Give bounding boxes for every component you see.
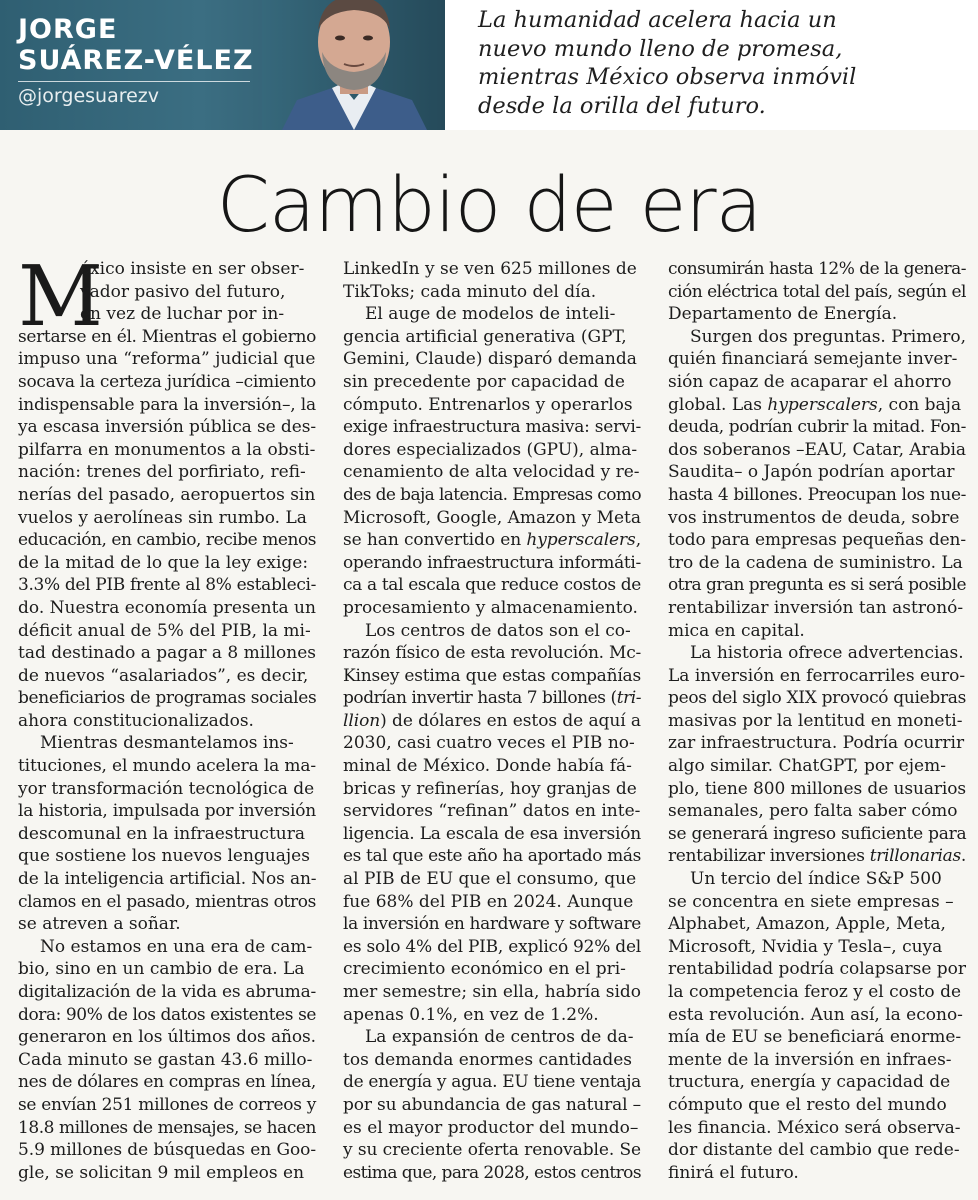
- text-line: masivas por la lentitud en moneti-: [668, 710, 963, 731]
- author-last-name: SUÁREZ-VÉLEZ: [18, 45, 254, 76]
- text-line: LinkedIn y se ven 625 millones de: [343, 259, 637, 279]
- text-line: educación, en cambio, recibe menos: [18, 530, 316, 551]
- text-line: sión capaz de acaparar el ahorro: [668, 371, 952, 392]
- text-line: TikToks; cada minuto del día.: [343, 281, 597, 302]
- author-first-name: JORGE: [18, 14, 118, 45]
- text-line: rentabilidad podría colapsarse por: [668, 959, 966, 980]
- pull-quote: [478, 6, 958, 120]
- text-line: operando infraestructura informáti-: [343, 552, 641, 573]
- text-line: No estamos en una era de cam-: [40, 936, 313, 957]
- text-line: y su creciente oferta renovable. Se: [343, 1140, 641, 1161]
- text-line: tro de la cadena de suministro. La: [668, 552, 963, 573]
- text-line: 18.8 millones de mensajes, se hacen: [18, 1117, 316, 1138]
- text-line: cómputo. Entrenarlos y operarlos: [343, 394, 633, 415]
- text-line: 3.3% del PIB frente al 8% estableci-: [18, 575, 316, 596]
- text-line: clamos en el pasado, mientras otros: [18, 891, 316, 912]
- text-line: Un tercio del índice S&P 500: [690, 869, 942, 890]
- text-line: fue 68% del PIB en 2024. Aunque: [343, 891, 634, 912]
- text-line: zar infraestructura. Podría ocurrir: [668, 733, 965, 754]
- text-line: de nuevos “asalariados”, es decir,: [18, 665, 309, 686]
- author-handle: @jorgesuarezv: [18, 85, 160, 107]
- text-line: tituciones, el mundo acelera la ma-: [18, 756, 317, 777]
- text-line: se han convertido en hyperscalers,: [343, 530, 642, 551]
- text-line: llion) de dólares en estos de aquí a: [343, 710, 641, 731]
- text-line: peos del siglo XIX provocó quiebras: [668, 688, 966, 709]
- text-line: rentabilizar inversiones trillonarias.: [668, 846, 966, 867]
- text-line: global. Las hyperscalers, con baja: [668, 394, 962, 415]
- text-line: de la inteligencia artificial. Nos an-: [18, 869, 317, 890]
- text-line: ligencia. La escala de esa inversión: [343, 823, 641, 844]
- italic-term: hyperscalers: [526, 530, 636, 551]
- text-line: Los centros de datos son el co-: [365, 620, 631, 641]
- text-line: en vez de luchar por in-: [80, 304, 285, 325]
- text-line: éxico insiste en ser obser-: [80, 259, 305, 279]
- text-line: do. Nuestra economía presenta un: [18, 597, 316, 618]
- text-line: socava la certeza jurídica –cimiento: [18, 371, 316, 392]
- article-column-2: [343, 258, 641, 1184]
- text-line: les financia. México será observa-: [668, 1117, 961, 1138]
- text-line: razón físico de esta revolución. Mc-: [343, 643, 641, 664]
- text-line: crecimiento económico en el pri-: [343, 959, 626, 980]
- text-line: ción eléctrica total del país, según el: [668, 281, 966, 302]
- quote-line: mientras México observa inmóvil: [478, 64, 857, 90]
- text-line: apenas 0.1%, en vez de 1.2%.: [343, 1004, 599, 1025]
- text-line: mía de EU se beneficiará enorme-: [668, 1027, 962, 1048]
- text-line: tos demanda enormes cantidades: [343, 1049, 632, 1070]
- text-line: de energía y agua. EU tiene ventaja: [343, 1072, 642, 1093]
- text-line: descomunal en la infraestructura: [18, 823, 305, 844]
- text-line: Alphabet, Amazon, Apple, Meta,: [668, 914, 946, 935]
- text-line: dores especializados (GPU), alma-: [343, 439, 638, 460]
- text-line: se concentra en siete empresas –: [668, 891, 954, 912]
- text-line: generaron en los últimos dos años.: [18, 1027, 316, 1048]
- text-line: yor transformación tecnológica de: [18, 778, 315, 799]
- text-line: consumirán hasta 12% de la genera-: [668, 259, 966, 279]
- text-line: impuso una “reforma” judicial que: [18, 349, 316, 370]
- text-line: vos instrumentos de deuda, sobre: [668, 507, 960, 528]
- text-line: ya escasa inversión pública se des-: [18, 417, 316, 438]
- text-line: al PIB de EU que el consumo, que: [343, 869, 637, 890]
- text-line: vuelos y aerolíneas sin rumbo. La: [18, 507, 307, 528]
- text-line: semanales, pero falta saber cómo: [668, 801, 958, 822]
- text-line: Microsoft, Google, Amazon y Meta: [343, 507, 641, 528]
- text-line: bricas y refinerías, hoy granjas de: [343, 778, 637, 799]
- quote-line: La humanidad acelera hacia un: [478, 7, 837, 33]
- article-column-3: [668, 258, 966, 1184]
- text-line: rentabilizar inversión tan astronó-: [668, 597, 964, 618]
- author-name: [18, 14, 254, 76]
- text-line: servidores “refinan” datos en inte-: [343, 801, 641, 822]
- text-line: 5.9 millones de búsquedas en Goo-: [18, 1140, 316, 1161]
- text-line: se generará ingreso suficiente para: [668, 823, 967, 844]
- text-line: La expansión de centros de da-: [365, 1027, 634, 1048]
- text-line: es solo 4% del PIB, explicó 92% del: [343, 936, 641, 957]
- author-portrait-image: [262, 0, 445, 130]
- text-line: ahora constitucionalizados.: [18, 710, 254, 731]
- text-line: procesamiento y almacenamiento.: [343, 597, 638, 618]
- text-line: quién financiará semejante inver-: [668, 349, 958, 370]
- italic-term: tri-: [616, 688, 642, 709]
- text-line: se envían 251 millones de correos y: [18, 1094, 316, 1115]
- text-line: Cada minuto se gastan 43.6 millo-: [18, 1049, 313, 1070]
- text-line: beneficiarios de programas sociales: [18, 688, 317, 709]
- text-line: tad destinado a pagar a 8 millones: [18, 643, 316, 664]
- author-banner: [0, 0, 445, 130]
- text-line: algo similar. ChatGPT, por ejem-: [668, 756, 946, 777]
- text-line: todo para empresas pequeñas den-: [668, 530, 966, 551]
- text-line: la inversión en hardware y software: [343, 914, 641, 935]
- text-line: dos soberanos –EAU, Catar, Arabia: [668, 439, 966, 460]
- text-line: Mientras desmantelamos ins-: [40, 733, 294, 754]
- text-line: des de baja latencia. Empresas como: [343, 484, 641, 505]
- text-line: otra gran pregunta es si será posible: [668, 575, 966, 596]
- text-line: mente de la inversión en infraes-: [668, 1049, 952, 1070]
- text-line: es tal que este año ha aportado más: [343, 846, 641, 867]
- italic-term: trillonarias: [869, 846, 961, 867]
- text-line: de la mitad de lo que la ley exige:: [18, 552, 309, 573]
- text-line: Surgen dos preguntas. Primero,: [690, 326, 966, 347]
- text-line: la competencia feroz y el costo de: [668, 982, 962, 1002]
- author-divider: [18, 81, 250, 82]
- drop-cap: M: [18, 248, 103, 345]
- column-header: [0, 0, 978, 130]
- text-line: pilfarra en monumentos a la obsti-: [18, 439, 316, 460]
- text-line: cenamiento de alta velocidad y re-: [343, 462, 640, 483]
- text-line: esta revolución. Aun así, la econo-: [668, 1004, 963, 1025]
- text-line: dor distante del cambio que rede-: [668, 1140, 960, 1161]
- text-line: dora: 90% de los datos existentes se: [18, 1004, 316, 1025]
- italic-term: llion: [343, 710, 381, 731]
- italic-term: hyperscalers: [767, 394, 878, 415]
- text-line: plo, tiene 800 millones de usuarios: [668, 778, 966, 799]
- text-line: mica en capital.: [668, 620, 805, 641]
- text-line: nerías del pasado, aeropuertos sin: [18, 484, 316, 505]
- text-line: gencia artificial generativa (GPT,: [343, 326, 627, 347]
- text-line: déficit anual de 5% del PIB, la mi-: [18, 620, 311, 641]
- article-title: Cambio de era: [216, 160, 762, 249]
- text-line: deuda, podrían cubrir la mitad. Fon-: [668, 417, 966, 438]
- text-line: Gemini, Claude) disparó demanda: [343, 349, 637, 370]
- text-line: tructura, energía y capacidad de: [668, 1072, 951, 1093]
- text-line: sertarse en él. Mientras el gobierno: [18, 326, 316, 347]
- text-line: que sostiene los nuevos lenguajes: [18, 846, 310, 867]
- text-line: Kinsey estima que estas compañías: [343, 665, 641, 686]
- text-line: gle, se solicitan 9 mil empleos en: [18, 1162, 305, 1183]
- text-line: ca a tal escala que reduce costos de: [343, 575, 641, 596]
- text-line: podrían invertir hasta 7 billones (tri-: [343, 688, 642, 709]
- text-line: La historia ofrece advertencias.: [690, 643, 964, 664]
- text-line: nación: trenes del porfiriato, refi-: [18, 462, 306, 483]
- text-line: Saudita– o Japón podrían aportar: [668, 462, 955, 483]
- text-line: Microsoft, Nvidia y Tesla–, cuya: [668, 936, 943, 957]
- author-photo: [262, 0, 445, 130]
- text-line: El auge de modelos de inteli-: [365, 304, 616, 325]
- text-line: vador pasivo del futuro,: [80, 281, 286, 302]
- text-line: exige infraestructura masiva: servi-: [343, 417, 641, 438]
- text-line: finirá el futuro.: [668, 1162, 799, 1183]
- text-line: hasta 4 billones. Preocupan los nue-: [668, 484, 966, 505]
- text-line: estima que, para 2028, estos centros: [343, 1162, 641, 1183]
- text-line: la historia, impulsada por inversión: [18, 801, 316, 822]
- text-line: se atreven a soñar.: [18, 914, 181, 935]
- quote-line: nuevo mundo lleno de promesa,: [478, 35, 843, 62]
- text-line: minal de México. Donde había fá-: [343, 756, 632, 777]
- quote-line: desde la orilla del futuro.: [478, 92, 766, 119]
- text-line: es el mayor productor del mundo–: [343, 1117, 639, 1138]
- text-line: indispensable para la inversión–, la: [18, 394, 316, 415]
- text-line: La inversión en ferrocarriles euro-: [668, 665, 966, 686]
- text-line: digitalización de la vida es abruma-: [18, 982, 316, 1002]
- text-line: bio, sino en un cambio de era. La: [18, 959, 305, 980]
- text-line: nes de dólares en compras en línea,: [18, 1072, 316, 1093]
- text-line: mer semestre; sin ella, habría sido: [343, 982, 641, 1002]
- text-line: 2030, casi cuatro veces el PIB no-: [343, 733, 635, 754]
- text-line: por su abundancia de gas natural –: [343, 1094, 641, 1115]
- text-line: cómputo que el resto del mundo: [668, 1094, 947, 1115]
- text-line: sin precedente por capacidad de: [343, 371, 625, 392]
- article-column-1: [18, 248, 317, 1184]
- text-line: Departamento de Energía.: [668, 304, 898, 325]
